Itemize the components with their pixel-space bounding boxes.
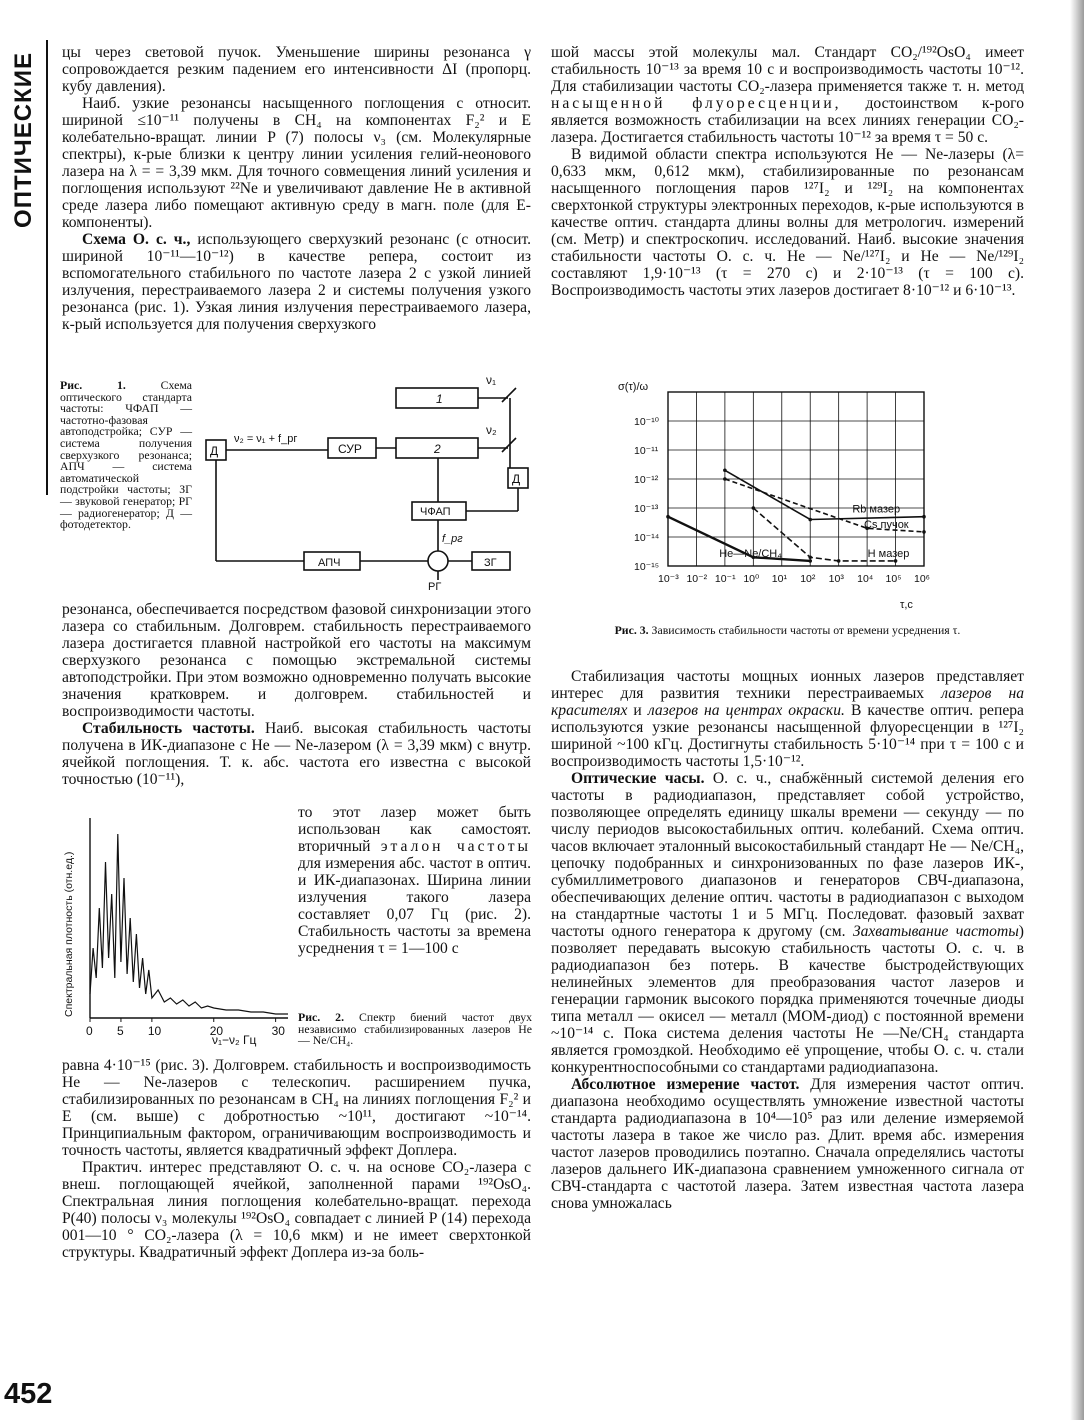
fig3-x-tick-label: 10³: [828, 573, 844, 585]
fig3-x-tick-label: 10⁻²: [686, 573, 708, 585]
fig3-y-tick-label: 10⁻¹¹: [634, 445, 659, 457]
paragraph: Оптические часы. О. с. ч., снабжённый системой деления его частоты в радиодиапазон, представляет собой устройство, позволяющее определять единицу шкалы времени — секунду — по числу периодов высокостабильных оптич. колебаний. Схема оптич. часов включает эталонный высокостабильный стандарт He — Ne/CH₄, цепочку подобранных и синхронизованных по фазе лазеров ИК-, субмиллиметрового диапазонов и генераторов СВЧ-диапазона, обеспечивающих деление оптич. частоты в радиодиапазон с выходом на стандартные частоты 1 и 5 МГц. Последоват. фазовый захват частоты одного генератора к другому (см. Захватывание частоты) позволяет передавать высокую стабильность частоты О. с. ч. в радиодиапазон без потерь. В качестве быстродействующих нелинейных элементов для преобразования частот лазеров и генерации гармоник высокого порядка применяются точечные диоды типа металл — окисел — металл (МОМ-диод) с постоянной времени ~10⁻¹⁴ с. Пока система деления частоты He —Ne/CH₄ стандарта является громоздкой. Необходимо её упрощение, чтобы О. с. ч. стали конкурентноспособными со стандартами радиодиапазона.: [551, 770, 1024, 1076]
fig3-x-tick-label: 10⁻¹: [714, 573, 736, 585]
zg-label: ЗГ: [484, 557, 497, 569]
laser-1-label: 1: [436, 392, 443, 406]
fig2-x-tick-label: 5: [116, 1024, 124, 1038]
fig3-point: [808, 518, 812, 522]
left-column-bottom: [62, 1057, 531, 1261]
paragraph: Практич. интерес представляют О. с. ч. на основе CO₂-лазера с внеш. поглощающей ячейкой, заполненной парами ¹⁹²OsO₄. Спектральная линия поглощения колебательно-вращат. перехода P(40) полосы ν₃ молекулы ¹⁹²OsO₄ совпадает с линией P (14) перехода 001—10 ° CO₂-лазера (λ = 10,6 мкм) и не имеет сверхтонкой структуры. Квадратичный эффект Доплера из-за боль-: [62, 1159, 531, 1261]
fig3-point: [752, 506, 756, 510]
section-heading: Абсолютное измерение частот.: [571, 1076, 800, 1093]
fig3-x-tick-label: 10²: [800, 573, 816, 585]
paragraph: Абсолютное измерение частот. Для измерения частот оптич. диапазона необходимо осуществлять умножение известной частоты стандарта радиодиапазона в 10⁴—10⁵ раз или деление измеряемой частоты лазера в такое же число раз. Длит. время абс. измерения частот лазеров проводились поэтапно. Сначала определялись частоты лазеров дальнего ИК-диапазона сравнением умноженного сигнала от СВЧ-стандарта с частотой лазера. Затем известная частота лазера снова умножалась: [551, 1076, 1024, 1212]
sur-label: СУР: [338, 442, 362, 456]
fig2-x-tick-label: 0: [86, 1024, 93, 1038]
fig3-point: [922, 530, 926, 534]
fig3-point: [922, 515, 926, 519]
fig3-x-tick-label: 10⁵: [885, 573, 902, 585]
chfap-label: ЧФАП: [420, 506, 451, 518]
fig3-point: [666, 515, 670, 519]
paragraph: то этот лазер может быть использован как самостоят. вторичный эталон частоты для измерения абс. частот в оптич. и ИК-диапазонах. Ширина линии излучения такого лазера составляет 0,07 Гц (рис. 2). Стабильность частоты за времена усреднения τ = 1—100 с: [298, 804, 531, 957]
fig2-x-tick-label: 10: [147, 1024, 162, 1038]
left-column-wrap: [298, 804, 531, 957]
fig3-point: [808, 559, 812, 563]
fig3-point: [808, 555, 812, 559]
scan-edge-shadow: [1070, 0, 1084, 1420]
fig2-xlabel: ν₁−ν₂ Гц: [212, 1033, 257, 1047]
paragraph: Стабильность частоты. Наиб. высокая стабильность частоты получена в ИК-диапазоне с He — Ne-лазером (λ = 3,39 мкм) с внутр. ячейкой поглощения. Т. к. абс. частота его известна с высокой точностью (10⁻¹¹),: [62, 720, 531, 788]
paragraph: В видимой области спектра используются He — Ne-лазеры (λ= 0,633 мкм, 0,612 мкм), стабилизированные по резонансам насыщенного поглощения паров ¹²⁷I₂ и ¹²⁹I₂ на компонентах сверхтонкой структуры электронных переходов, к-рые используются в качестве оптич. стандарта длины волны для метрологич. измерений (см. Метр) и спектроскопич. исследований. Наиб. высокие значения стабильности частоты О. с. ч. He — Ne/¹²⁷I₂ и He — Ne/¹²⁹I₂ составляют 1,9·10⁻¹³ (τ = 270 с) и 2·10⁻¹³ (τ = 100 с). Воспроизводимость частоты этих лазеров достигает 8·10⁻¹² и 6·10⁻¹³.: [551, 146, 1024, 299]
fig2-ylabel: Спектральная плотность (отн.ед.): [63, 851, 75, 1017]
fig3-point: [837, 559, 841, 563]
left-column-top: [62, 44, 531, 333]
paragraph: Стабилизация частоты мощных ионных лазеров представляет интерес для развития техники перестраиваемых лазеров на красителях и лазеров на центрах окраски. В качестве оптич. репера используются узкие резонансы насыщенной флуоресценции в ¹²⁷I₂ шириной ~100 кГц. Достигнуты стабильность 5·10⁻¹⁴ при τ = 100 с и воспроизводимость частоты 1,5·10⁻¹².: [551, 668, 1024, 770]
frg-label: f_рг: [442, 533, 463, 545]
paragraph: шой массы этой молекулы мал. Стандарт CO₂/¹⁹²OsO₄ имеет стабильность 10⁻¹³ за время 10 с и воспроизводимость частоты 10⁻¹². Для стабилизации частоты CO₂-лазера применяется также т. н. метод насыщенной флуоресценции, достоинством к-рого является возможность стабилизации на всех линиях генерации CO₂-лазера. Достигается стабильность частоты 10⁻¹² за время τ = 50 с.: [551, 44, 1024, 146]
section-heading: Стабильность частоты.: [82, 720, 255, 737]
fig3-series-label: He—Ne/CH₄: [719, 547, 782, 560]
detector-right-label: Д: [512, 472, 521, 486]
figure-1-caption: Рис. 1. Схема оптического стандарта частоты: ЧФАП — частотно-фазовая автоподстройка; СУР — система получения сверхузкого резонанса; АПЧ — система автоматической подстройки частоты; ЗГ — звуковой генератор; РГ — радиогенератор; Д — фотодетектор.: [60, 378, 192, 532]
fig3-y-tick-label: 10⁻¹³: [634, 503, 659, 515]
page-number: 452: [4, 1378, 53, 1410]
fig3-series-label: Cs пучок: [864, 518, 909, 531]
fig3-x-tick-label: 10⁰: [743, 573, 760, 585]
fig3-y-tick-label: 10⁻¹⁵: [634, 561, 660, 573]
section-heading: Схема О. с. ч.,: [82, 231, 191, 248]
rg-circle: [428, 551, 448, 571]
figure-3-chart: [614, 376, 944, 616]
fig3-series-label: H мазер: [867, 547, 910, 560]
right-column-bottom: [551, 668, 1024, 1212]
paragraph: Схема О. с. ч., использующего сверхузкий резонанс (с относит. шириной 10⁻¹¹—10⁻¹²) в качестве репера, состоит из вспомогательного стабильного по частоте лазера 2 с узкой линией излучения, перестраиваемого лазера 2 и системы получения узкого резонанса (рис. 1). Узкая линия излучения перестраиваемого лазера, к-рый используется для получения сверхузкого: [62, 231, 531, 333]
figure-2-chart: [62, 812, 296, 1048]
fig3-x-tick-label: 10⁶: [914, 573, 931, 585]
rg-label: РГ: [428, 581, 442, 593]
fig3-point: [723, 468, 727, 472]
apch-label: АПЧ: [318, 557, 341, 569]
fig3-x-tick-label: 10⁻³: [658, 573, 679, 585]
figure-2-caption: Рис. 2. Спектр биений частот двух независимо стабилизированных лазеров He — Ne/CH₄.: [298, 1010, 532, 1048]
fig3-y-tick-label: 10⁻¹⁰: [634, 416, 659, 428]
fig3-xlabel: τ,с: [900, 599, 913, 611]
frequency-equation: ν₂ = ν₁ + f_рг: [234, 433, 298, 445]
paragraph: Наиб. узкие резонансы насыщенного поглощения с относит. шириной ≤10⁻¹¹ получены в CH₄ на компонентах F₂² и E колебательно-вращат. линии P (7) полосы ν₃ (см. Молекулярные спектры), к-рые близки к центру линии усиления гелий-неонового лазера на λ = = 3,39 мкм. Для точного совмещения линий усиления и поглощения используют ²²Ne и увеличивают давление He в активной среде лазера либо помещают активную среду в магн. поле (для E-компоненты).: [62, 95, 531, 231]
fig3-y-tick-label: 10⁻¹²: [634, 474, 659, 486]
fig2-x-tick-label: 20: [209, 1024, 224, 1038]
fig3-point: [723, 477, 727, 481]
section-heading: Оптические часы.: [571, 770, 705, 787]
figure-3-caption: Рис. 3. Зависимость стабильности частоты от времени усреднения τ.: [614, 623, 961, 637]
figure-1-diagram: [196, 372, 534, 594]
section-side-heading: ОПТИЧЕСКИЕ: [10, 52, 37, 228]
left-column-middle: [62, 601, 531, 788]
fig2-x-tick-label: 30: [271, 1024, 285, 1038]
nu2-label: ν₂: [486, 423, 497, 437]
fig3-series-label: Rb мазер: [852, 503, 901, 516]
laser-2-label: 2: [434, 442, 441, 456]
side-divider: [46, 40, 48, 495]
nu1-label: ν₁: [486, 373, 497, 387]
paragraph: резонанса, обеспечивается посредством фазовой синхронизации этого лазера со стабильным. Долговрем. стабильность перестраиваемого лазера достигается плавной настройкой его частоты на максимум сверхузкого резонанса с помощью экстремальной системы автоподстройки. При этом возможно одновременно получать высокие значения кратковрем. и долговрем. стабильностей и воспроизводимости частоты.: [62, 601, 531, 720]
fig2-spectrum-line: [90, 834, 288, 1014]
fig3-x-tick-label: 10⁴: [857, 573, 874, 585]
paragraph: равна 4·10⁻¹⁵ (рис. 3). Долговрем. стабильность и воспроизводимость He — Ne-лазеров с телескопич. расширением пучка, стабилизированных по резонансам в CH₄ на линиях поглощения F₂² и E (см. выше) с добротностью ~10¹¹, достигают ~10⁻¹⁴. Принципиальным фактором, ограничивающим воспроизводимость и точность частоты, является квадратичный эффект Доплера.: [62, 1057, 531, 1159]
right-column-top: [551, 44, 1024, 299]
detector-left-label: Д: [210, 444, 219, 458]
fig3-y-tick-label: 10⁻¹⁴: [634, 532, 660, 544]
fig3-ylabel: σ(τ)/ω: [618, 381, 649, 393]
paragraph: цы через световой пучок. Уменьшение ширины резонанса γ сопровождается резким падением его интенсивности ΔI (пропорц. кубу давления).: [62, 44, 531, 95]
fig3-x-tick-label: 10¹: [771, 573, 787, 585]
